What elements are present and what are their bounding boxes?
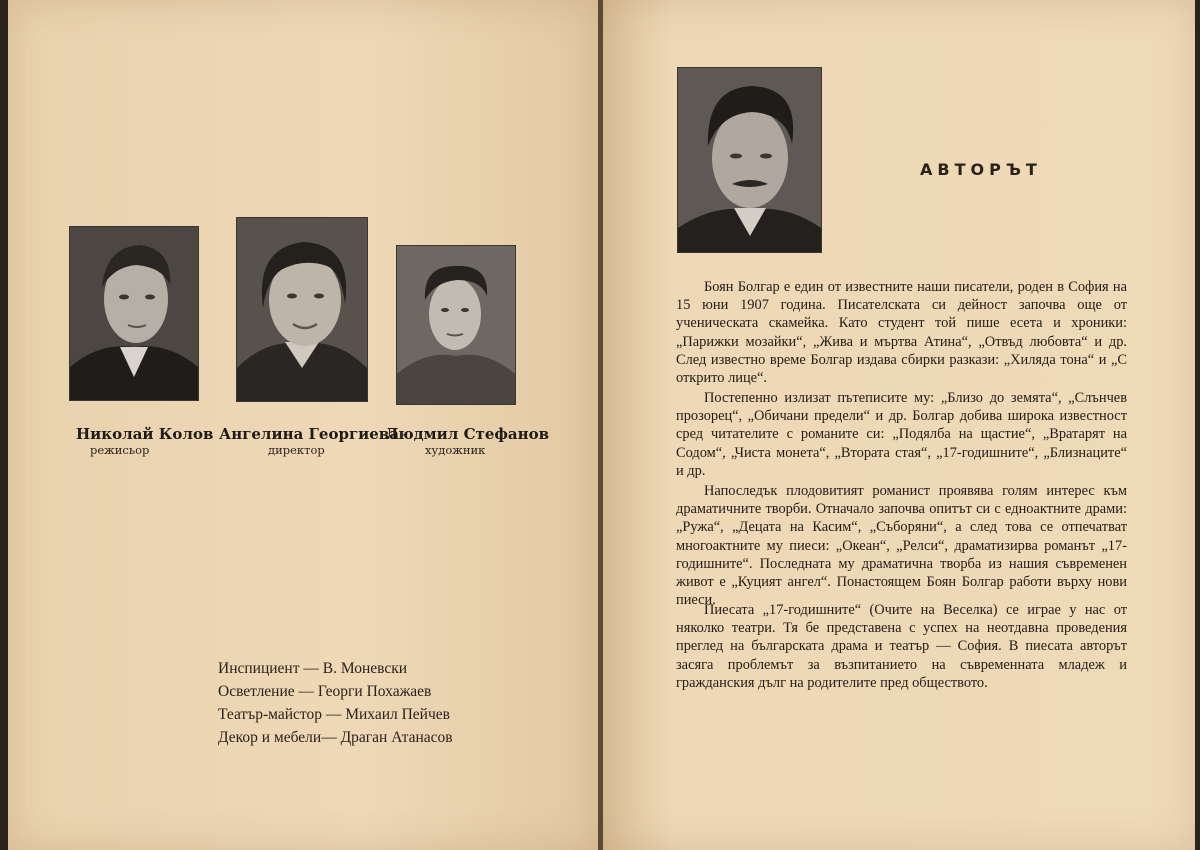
author-paragraph-4: Пиесата „17-годишните“ (Очите на Веселка) се играе у нас от няколко театри. Тя бе представена с успех на неотдавна проведения преглед на българската драма и театър — София. В пиесата авторът засяга проблемът за възпитанието на съвременната младеж и гражданския дълг на родителите пред обществото. — [676, 602, 1127, 691]
portrait-young-man-icon — [396, 245, 516, 405]
crew-line: Декор и мебели— Драган Атанасов — [218, 729, 453, 746]
crew-line: Театър-майстор — Михаил Пейчев — [218, 706, 450, 723]
person-role-2: директор — [268, 443, 325, 457]
person-name-1: Николай Колов — [76, 425, 214, 443]
crew-list — [218, 657, 453, 749]
author-paragraph-2: Постепенно излизат пътеписите му: „Близо до земята“, „Слънчев прозорец“, „Обичани предели“ и др. Болгар добива широка известност сред читателите с романите си: „Подялба на щастие“, „Вратарят на Содом“, „Чиста монета“, „Втората стая“, „17-годишните“, „Близнаците“ и др. — [676, 390, 1127, 479]
person-role-1: режисьор — [90, 443, 150, 457]
section-heading: АВТОРЪТ — [920, 160, 1042, 179]
crew-line: Инспициент — В. Моневски — [218, 660, 408, 677]
person-name-2: Ангелина Георгиева — [219, 425, 399, 443]
portrait-woman-icon — [236, 217, 368, 402]
portrait-author-icon — [677, 67, 822, 253]
author-paragraph-3: Напоследък плодовитият романист проявява голям интерес към драматичните творби. Отначало започва опитът си с едноактните драми: „Ружа“, „Децата на Касим“, „Съборяни“, а след това се отпечатват многоактните му пиеси: „Океан“, „Релси“, драматизирва романът „17-годишните“. Последната му драматична творба из нашия съвременен живот е „Куцият ангел“. Понастоящем Боян Болгар работи върху нови пиеси. — [676, 483, 1127, 609]
author-paragraph-1: Боян Болгар е един от известните наши писатели, роден в София на 15 юни 1907 година. Писателската си дейност започва още от ученическата скамейка. Като студент той пише есета и хроники: „Парижки мозайки“, „Жива и мъртва Атина“, „Отвъд любовта“ и др. След известно време Болгар издава сбирки разкази: „Хиляда тона“ и „С открито лице“. — [676, 279, 1127, 387]
person-role-3: художник — [425, 443, 486, 457]
person-name-3: Людмил Стефанов — [385, 425, 550, 443]
crew-line: Осветление — Георги Похажаев — [218, 683, 432, 700]
portrait-man-icon — [69, 226, 199, 401]
